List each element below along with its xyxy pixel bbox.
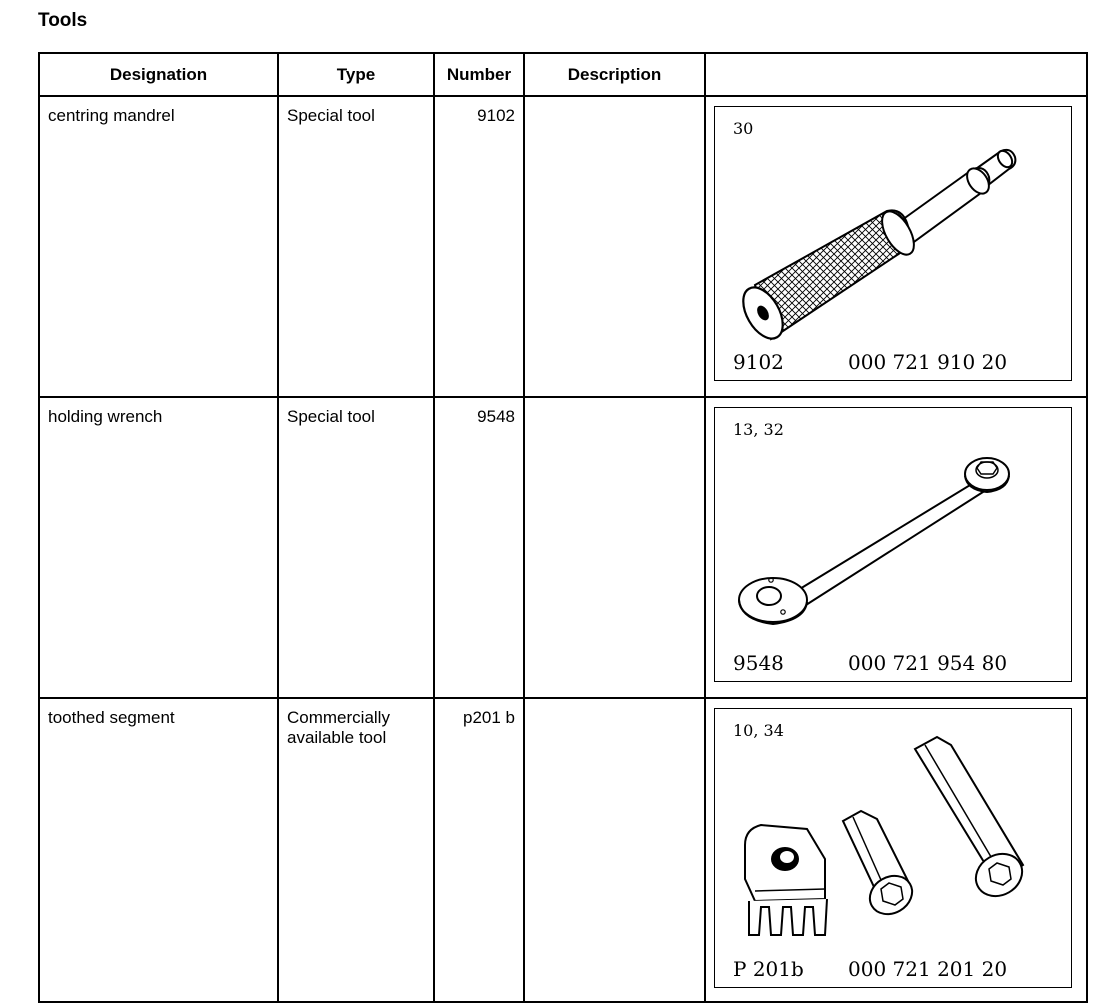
cell-type: Special tool: [278, 397, 434, 698]
cell-illustration: [705, 698, 1087, 1002]
cell-description: [524, 96, 705, 397]
header-type: Type: [278, 53, 434, 96]
cell-type: Special tool: [278, 96, 434, 397]
toothed-segment-icon: [715, 709, 1071, 987]
cell-type-line: available tool: [287, 728, 387, 747]
figure-reference: 13, 32: [733, 420, 784, 439]
header-designation: Designation: [39, 53, 278, 96]
cell-designation: holding wrench: [39, 397, 278, 698]
cell-number: 9548: [434, 397, 524, 698]
centring-mandrel-icon: [715, 107, 1071, 380]
page-title: Tools: [38, 10, 88, 31]
tool-illustration-frame: [714, 708, 1072, 988]
header-description: Description: [524, 53, 705, 96]
holding-wrench-icon: [715, 408, 1071, 681]
tool-illustration-frame: [714, 106, 1072, 381]
cell-description: [524, 698, 705, 1002]
cell-designation: toothed segment: [39, 698, 278, 1002]
cell-type-line: Commercially: [287, 708, 390, 727]
figure-reference: 10, 34: [733, 721, 784, 740]
table-header-row: [39, 53, 1087, 96]
cell-type: [278, 698, 434, 1002]
tools-table: [38, 52, 1088, 1003]
part-number: 000 721 201 20: [848, 957, 1008, 981]
cell-description: [524, 397, 705, 698]
header-image: [705, 53, 1087, 96]
cell-number: p201 b: [434, 698, 524, 1002]
cell-number: 9102: [434, 96, 524, 397]
table-row: [39, 96, 1087, 397]
tool-code: 9548: [733, 651, 784, 675]
cell-illustration: [705, 397, 1087, 698]
tool-code: 9102: [733, 350, 784, 374]
tool-illustration-frame: [714, 407, 1072, 682]
table-row: [39, 397, 1087, 698]
tool-code: P 201b: [733, 957, 804, 981]
cell-illustration: [705, 96, 1087, 397]
table-row: [39, 698, 1087, 1002]
part-number: 000 721 954 80: [848, 651, 1008, 675]
header-number: Number: [434, 53, 524, 96]
cell-designation: centring mandrel: [39, 96, 278, 397]
part-number: 000 721 910 20: [848, 350, 1008, 374]
figure-reference: 30: [733, 119, 754, 138]
